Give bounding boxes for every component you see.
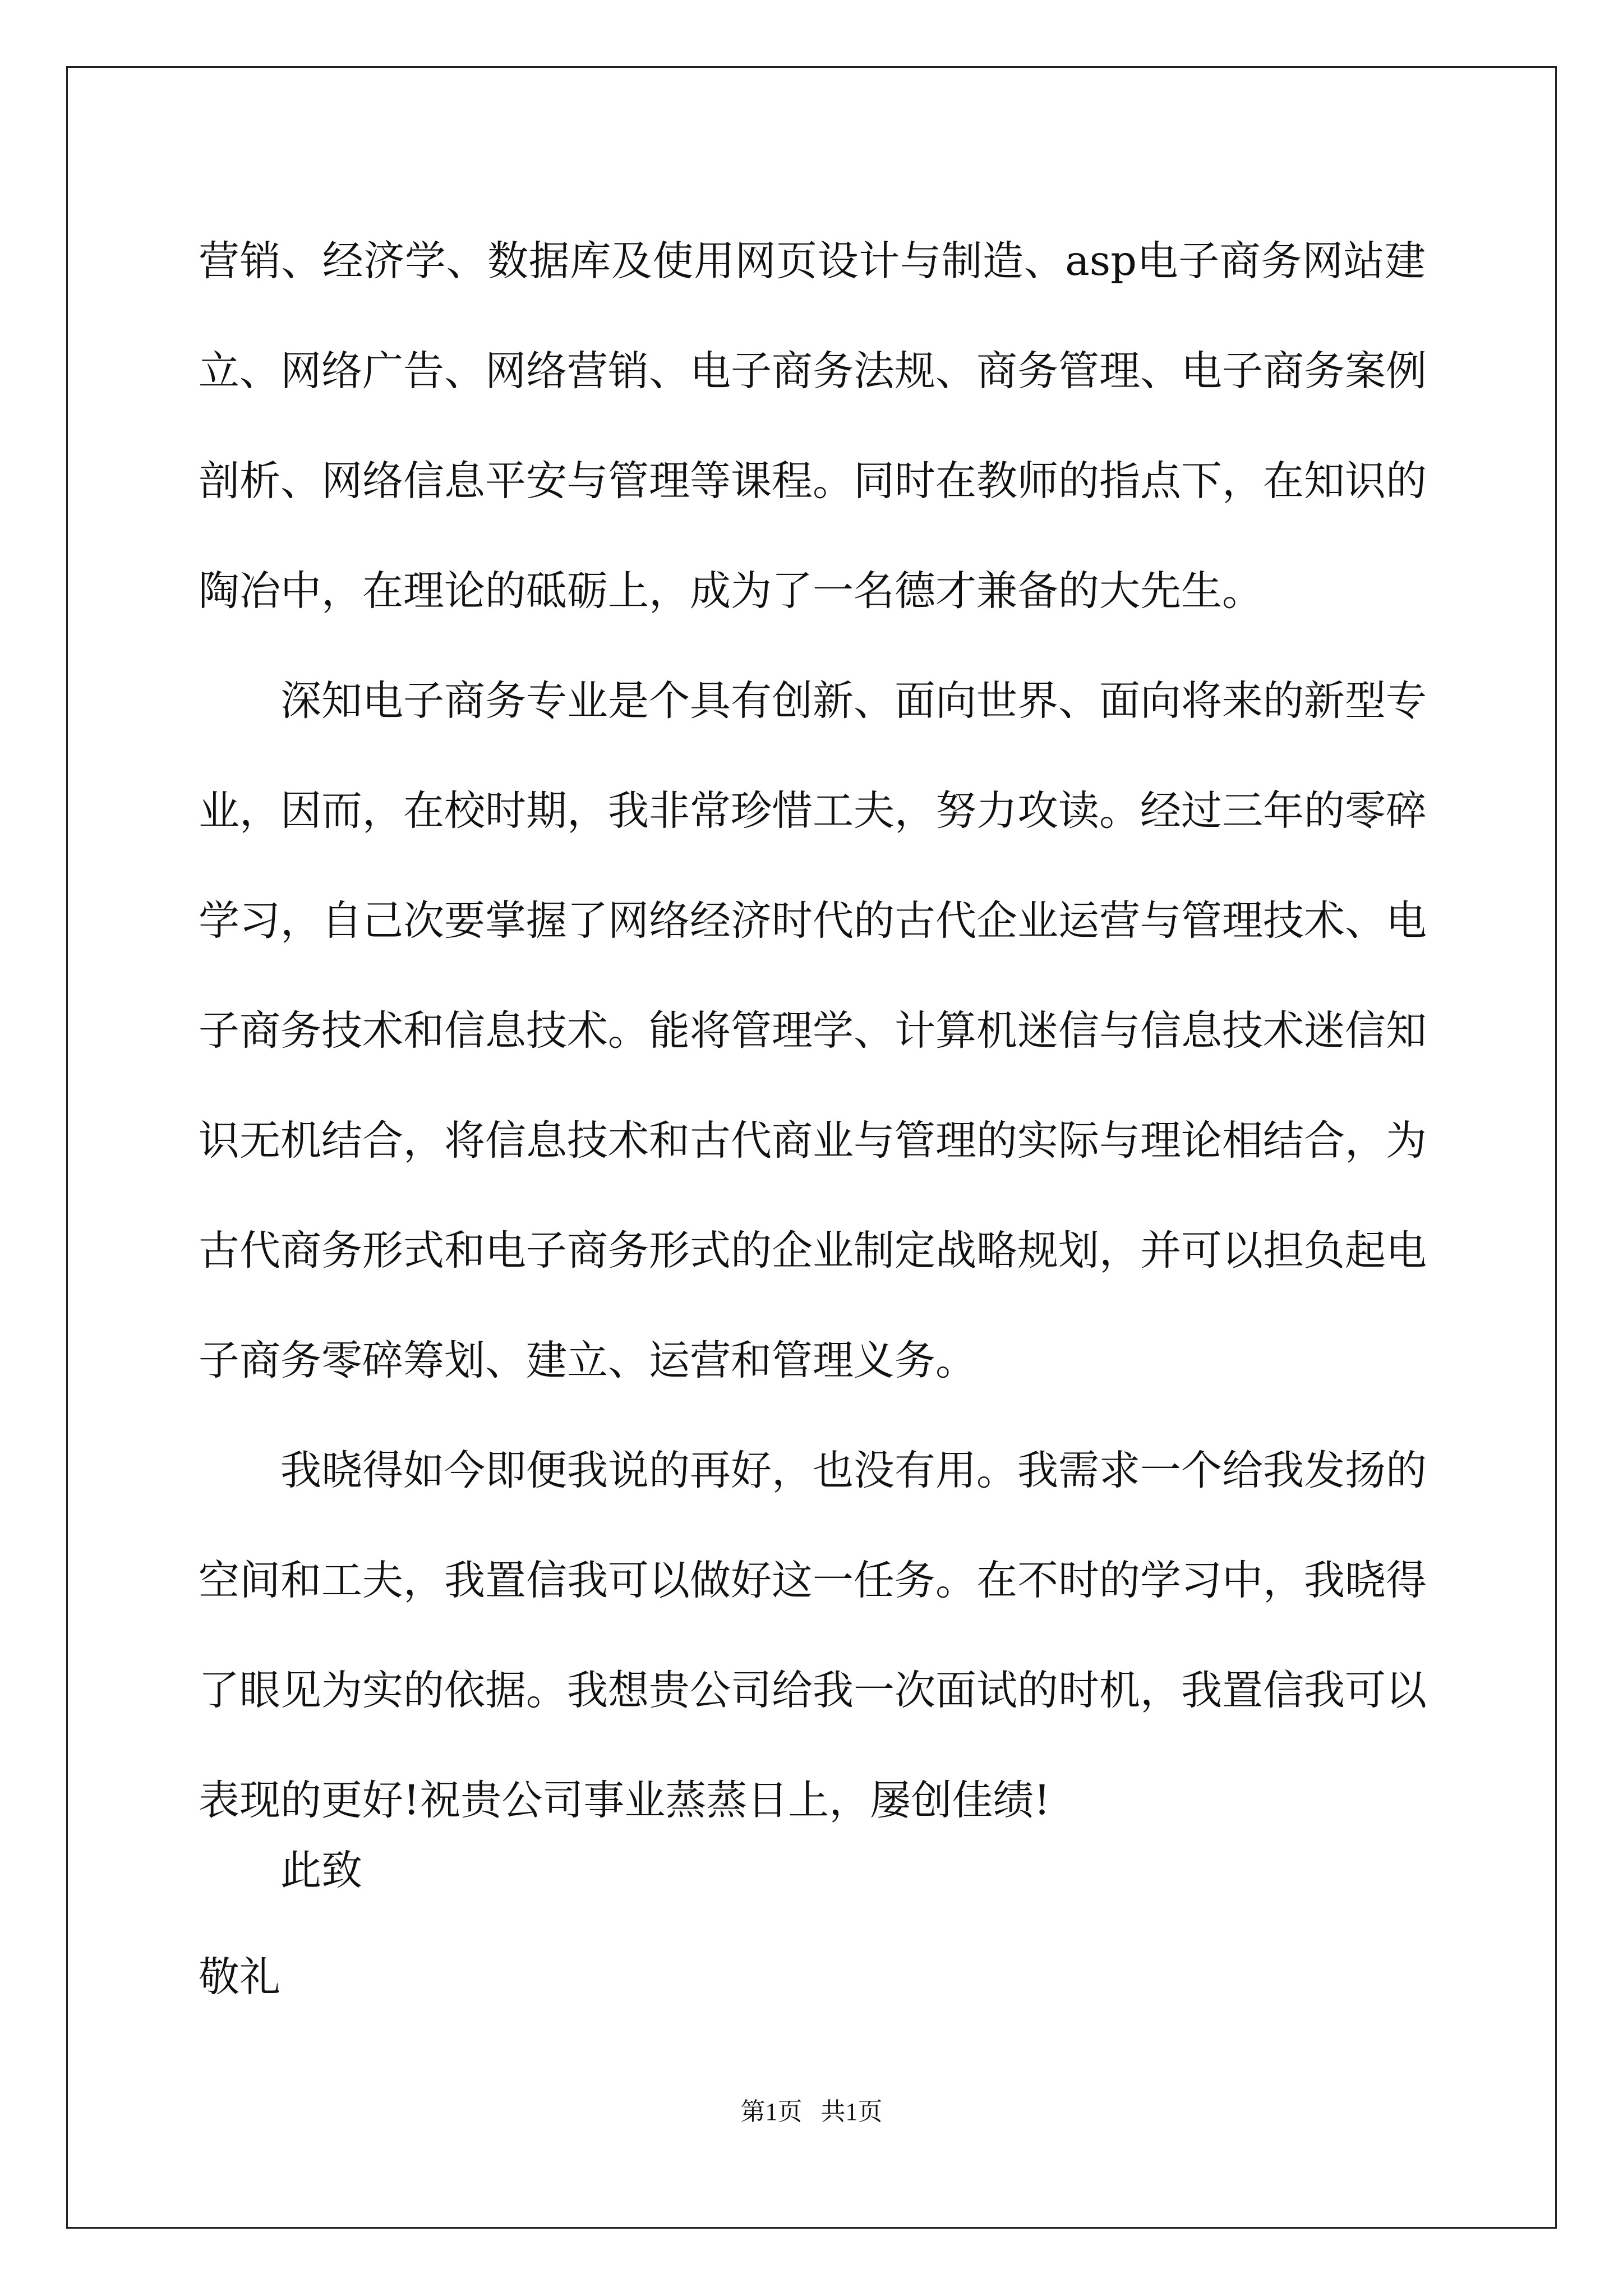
salutation-line: 敬礼 [199, 1953, 280, 2001]
page-footer: 第1页 共1页 [740, 2098, 883, 2125]
text-line: 我晓得如今即便我说的再好，也没有用。我需求一个给我发扬的 [280, 1447, 1427, 1494]
text-line: 子商务技术和信息技术。能将管理学、计算机迷信与信息技术迷信知 [199, 1007, 1427, 1055]
text-line: 子商务零碎筹划、建立、运营和管理义务。 [199, 1337, 976, 1384]
text-line: 陶冶中，在理论的砥砺上，成为了一名德才兼备的大先生。 [199, 567, 1263, 615]
text-line: 识无机结合，将信息技术和古代商业与管理的实际与理论相结合，为 [199, 1117, 1427, 1165]
text-line: 学习，自己次要掌握了网络经济时代的古代企业运营与管理技术、电 [199, 897, 1427, 945]
text-line: 深知电子商务专业是个具有创新、面向世界、面向将来的新型专 [280, 677, 1427, 725]
text-line: 表现的更好!祝贵公司事业蒸蒸日上，屡创佳绩! [199, 1777, 1050, 1824]
text-line: 业，因而，在校时期，我非常珍惜工夫，努力攻读。经过三年的零碎 [199, 787, 1427, 835]
letter-body [199, 206, 1426, 1856]
text-line: 空间和工夫，我置信我可以做好这一任务。在不时的学习中，我晓得 [199, 1557, 1427, 1604]
text-line: 营销、经济学、数据库及使用网页设计与制造、asp电子商务网站建 [199, 237, 1426, 285]
closing-line: 此致 [280, 1847, 362, 1894]
text-line: 立、网络广告、网络营销、电子商务法规、商务管理、电子商务案例 [199, 347, 1427, 395]
text-line: 了眼见为实的依据。我想贵公司给我一次面试的时机，我置信我可以 [199, 1667, 1427, 1714]
text-line: 古代商务形式和电子商务形式的企业制定战略规划，并可以担负起电 [199, 1227, 1427, 1274]
text-line: 剖析、网络信息平安与管理等课程。同时在教师的指点下，在知识的 [199, 457, 1427, 505]
